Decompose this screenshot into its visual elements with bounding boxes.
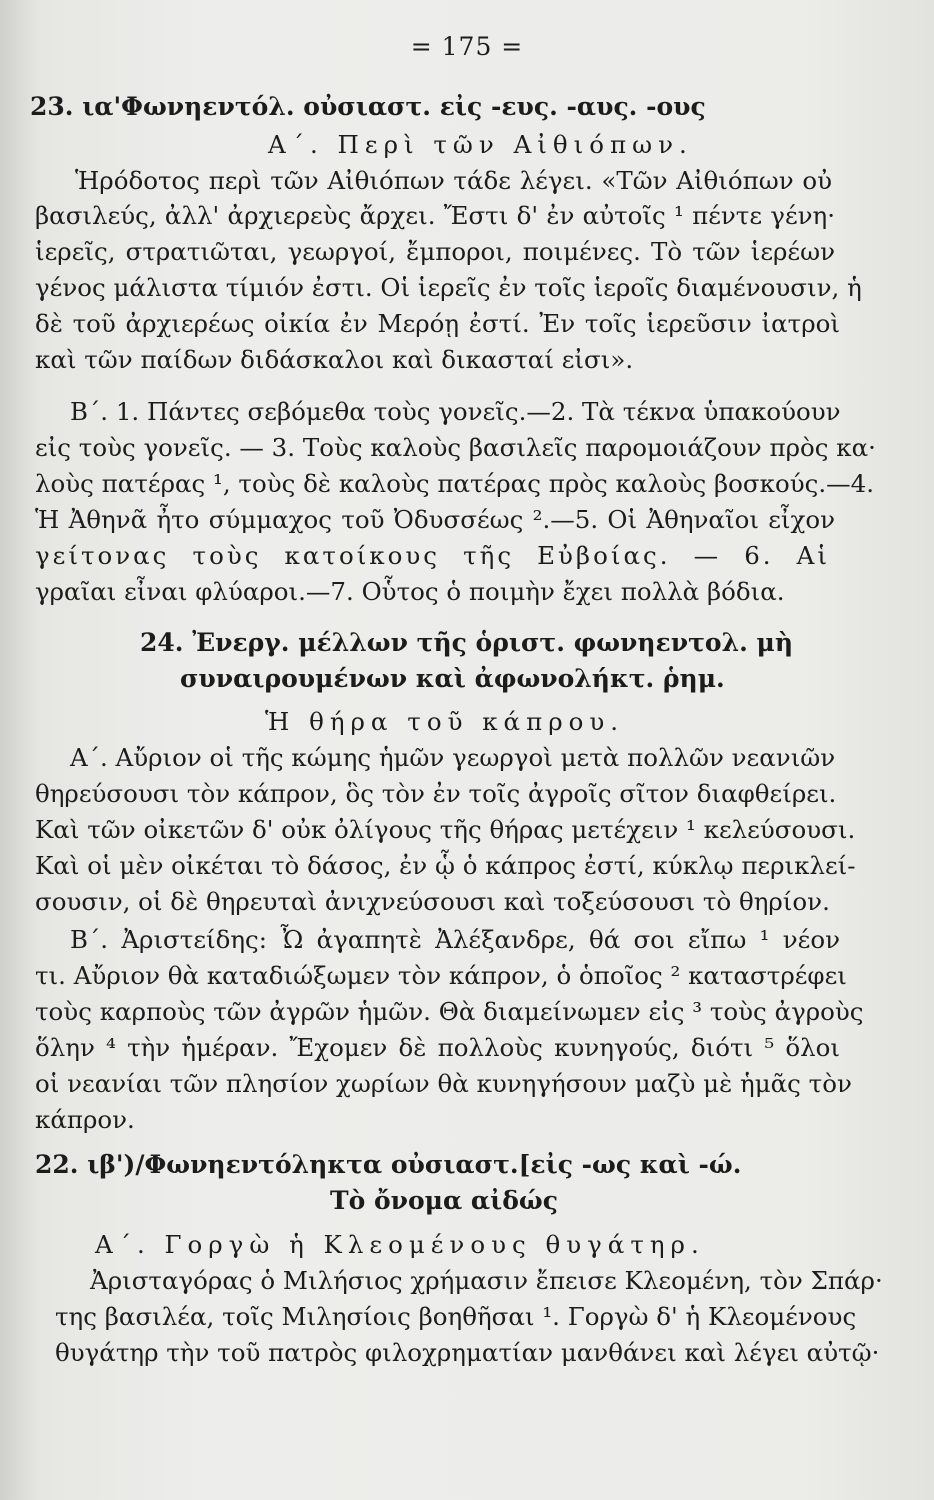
text-line: ἱερεῖς, στρατιῶται, γεωργοί, ἔμποροι, ποιμένες. Τὸ τῶν ἱερέων [35, 237, 835, 266]
text-line: λοὺς πατέρας ¹, τοὺς δὲ καλοὺς πατέρας πρὸς καλοὺς βοσκούς.—4. [35, 469, 874, 498]
subheading-boar-hunt: Ἡ θήρα τοῦ κάπρου. [265, 707, 625, 736]
text-line: δὲ τοῦ ἀρχιερέως οἰκία ἐν Μερόῃ ἐστί. Ἐν τοῖς ἱερεῦσιν ἰατροὶ [35, 309, 840, 338]
text-line: Ἡ Ἀθηνᾶ ἦτο σύμμαχος τοῦ Ὀδυσσέως ².—5. Οἱ Ἀθηναῖοι εἶχον [35, 505, 835, 534]
text-line: Καὶ τῶν οἰκετῶν δ' οὐκ ὀλίγους τῆς θήρας μετέχειν ¹ κελεύσουσι. [35, 815, 856, 844]
text-line: Ἀρισταγόρας ὁ Μιλήσιος χρήμασιν ἔπεισε Κλεομένη, τὸν Σπάρ· [90, 1266, 883, 1295]
text-line: Καὶ οἱ μὲν οἰκέται τὸ δάσος, ἐν ᾧ ὁ κάπρος ἐστί, κύκλῳ περικλεί- [35, 851, 856, 880]
text-line: οἱ νεανίαι τῶν πλησίον χωρίων θὰ κυνηγήσουν μαζὺ μὲ ἡμᾶς τὸν [35, 1069, 852, 1098]
text-line: σουσιν, οἱ δὲ θηρευταὶ ἀνιχνεύσουσι καὶ τοξεύσουσι τὸ θηρίον. [35, 887, 830, 916]
text-line: γραῖαι εἶναι φλύαροι.—7. Οὗτος ὁ ποιμὴν ἔχει πολλὰ βόδια. [35, 577, 785, 606]
text-line: γένος μάλιστα τίμιόν ἐστι. Οἱ ἱερεῖς ἐν τοῖς ἱεροῖς διαμένουσιν, ἡ [35, 273, 862, 302]
text-line: Β΄. Ἀριστείδης: Ὦ ἀγαπητὲ Ἀλέξανδρε, θά σοι εἴπω ¹ νέον [70, 925, 840, 954]
section-heading-23: 23. ια'Φωνηεντόλ. οὐσιαστ. εἰς -ευς. -αυς. -ους [30, 92, 706, 121]
text-line: γείτονας τοὺς κατοίκους τῆς Εὐβοίας. — 6. Αἱ [35, 541, 830, 570]
text-line: καὶ τῶν παίδων διδάσκαλοι καὶ δικασταί εἰσι». [35, 345, 634, 374]
text-line: βασιλεύς, ἀλλ' ἀρχιερεὺς ἄρχει. Ἔστι δ' ἐν αὐτοῖς ¹ πέντε γένη· [35, 201, 835, 230]
text-line: της βασιλέα, τοῖς Μιλησίοις βοηθῆσαι ¹. Γοργὼ δ' ἡ Κλεομένους [55, 1302, 857, 1331]
subheading-gorgo: Α΄. Γοργὼ ἡ Κλεομένους θυγάτηρ. [95, 1230, 705, 1259]
text-line: Β΄. 1. Πάντες σεβόμεθα τοὺς γονεῖς.—2. Τὰ τέκνα ὑπακούουν [70, 397, 841, 426]
text-line: τι. Αὔριον θὰ καταδιώξωμεν τὸν κάπρον, ὁ ὁποῖος ² καταστρέφει [35, 961, 847, 990]
text-line: θηρεύσουσι τὸν κάπρον, ὃς τὸν ἐν τοῖς ἀγροῖς σῖτον διαφθείρει. [35, 779, 837, 808]
subheading-ethiopians: Α΄. Περὶ τῶν Αἰθιόπων. [268, 130, 693, 159]
text-line: Α΄. Αὔριον οἱ τῆς κώμης ἡμῶν γεωργοὶ μετὰ πολλῶν νεανιῶν [70, 743, 836, 772]
text-line: εἰς τοὺς γονεῖς. — 3. Τοὺς καλοὺς βασιλεῖς παρομοιάζουν πρὸς κα· [35, 433, 876, 462]
section-heading-24-cont: συναιρουμένων καὶ ἀφωνολήκτ. ῥημ. [180, 664, 725, 693]
section-heading-22: 22. ιβ')/Φωνηεντόληκτα οὐσιαστ.[εἰς -ως καὶ -ώ. [35, 1150, 742, 1179]
text-line: κάπρον. [35, 1105, 135, 1134]
text-line: τοὺς καρποὺς τῶν ἀγρῶν ἡμῶν. Θὰ διαμείνωμεν εἰς ³ τοὺς ἀγροὺς [35, 997, 864, 1026]
subheading-aidos: Τὸ ὄνομα αἰδώς [330, 1186, 558, 1215]
text-line: θυγάτηρ τὴν τοῦ πατρὸς φιλοχρηματίαν μανθάνει καὶ λέγει αὐτῷ· [55, 1338, 880, 1367]
text-line: Ἡρόδοτος περὶ τῶν Αἰθιόπων τάδε λέγει. «Τῶν Αἰθιόπων οὐ [75, 166, 832, 195]
text-line: ὅλην ⁴ τὴν ἡμέραν. Ἔχομεν δὲ πολλοὺς κυνηγούς, διότι ⁵ ὅλοι [35, 1033, 840, 1062]
section-heading-24: 24. Ἐνεργ. μέλλων τῆς ὁριστ. φωνηεντολ. μὴ [140, 628, 794, 657]
page-number: = 175 = [410, 32, 524, 61]
